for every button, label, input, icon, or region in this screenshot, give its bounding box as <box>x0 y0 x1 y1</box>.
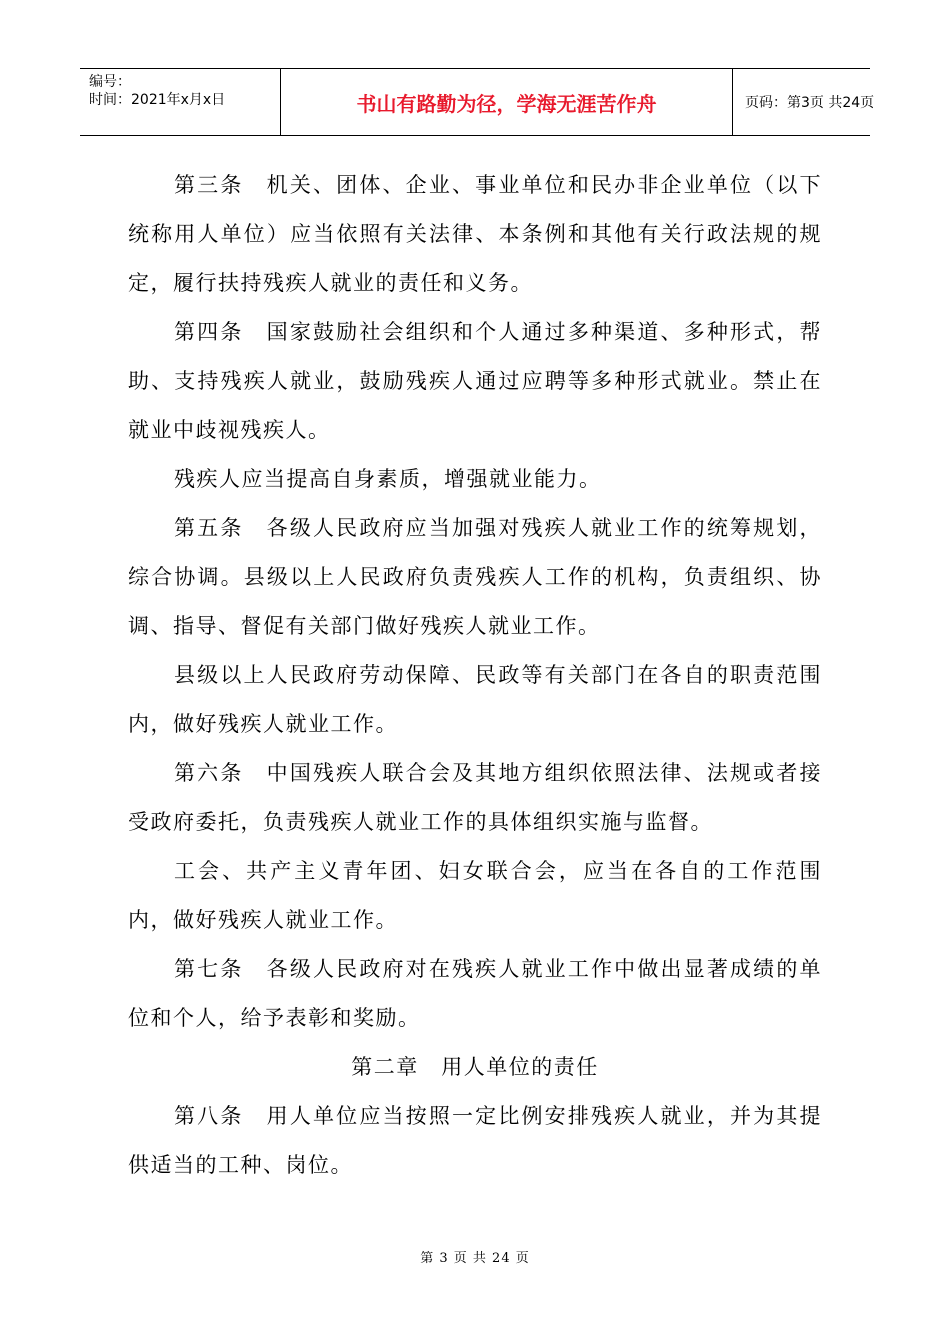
article-paragraph: 残疾人应当提高自身素质，增强就业能力。 <box>174 467 602 491</box>
article-paragraph: 工会、共产主义青年团、妇女联合会，应当在各自的工作范围内，做好残疾人就业工作。 <box>128 859 822 932</box>
article-paragraph: 第三条 机关、团体、企业、事业单位和民办非企业单位（以下统称用人单位）应当依照有关法律、本条例和其他有关行政法规的规定，履行扶持残疾人就业的责任和义务。 <box>128 173 822 295</box>
document-body <box>128 161 822 1190</box>
header-motto: 书山有路勤为径，学海无涯苦作舟 <box>356 91 657 116</box>
header-page-cell <box>733 69 875 135</box>
article-paragraph: 第七条 各级人民政府对在残疾人就业工作中做出显著成绩的单位和个人，给予表彰和奖励。 <box>128 957 822 1030</box>
article-paragraph: 第八条 用人单位应当按照一定比例安排残疾人就业，并为其提供适当的工种、岗位。 <box>128 1104 822 1177</box>
chapter-title: 第二章 用人单位的责任 <box>351 1055 599 1079</box>
header-page-info: 页码：第3页 共24页 <box>745 95 875 111</box>
header-meta-cell <box>80 69 281 135</box>
document-time-label: 时间：2021年x月x日 <box>89 92 226 108</box>
page-header <box>80 68 875 136</box>
article-paragraph: 县级以上人民政府劳动保障、民政等有关部门在各自的职责范围内，做好残疾人就业工作。 <box>128 663 822 736</box>
article-paragraph: 第六条 中国残疾人联合会及其地方组织依照法律、法规或者接受政府委托，负责残疾人就业工作的具体组织实施与监督。 <box>128 761 822 834</box>
article-paragraph: 第五条 各级人民政府应当加强对残疾人就业工作的统筹规划，综合协调。县级以上人民政府负责残疾人工作的机构，负责组织、协调、指导、督促有关部门做好残疾人就业工作。 <box>128 516 822 638</box>
article-paragraph: 第四条 国家鼓励社会组织和个人通过多种渠道、多种形式，帮助、支持残疾人就业，鼓励残疾人通过应聘等多种形式就业。禁止在就业中歧视残疾人。 <box>128 320 822 442</box>
document-code-label: 编号： <box>89 74 131 90</box>
header-motto-cell <box>281 69 733 135</box>
page-footer: 第 3 页 共 24 页 <box>420 1251 530 1266</box>
